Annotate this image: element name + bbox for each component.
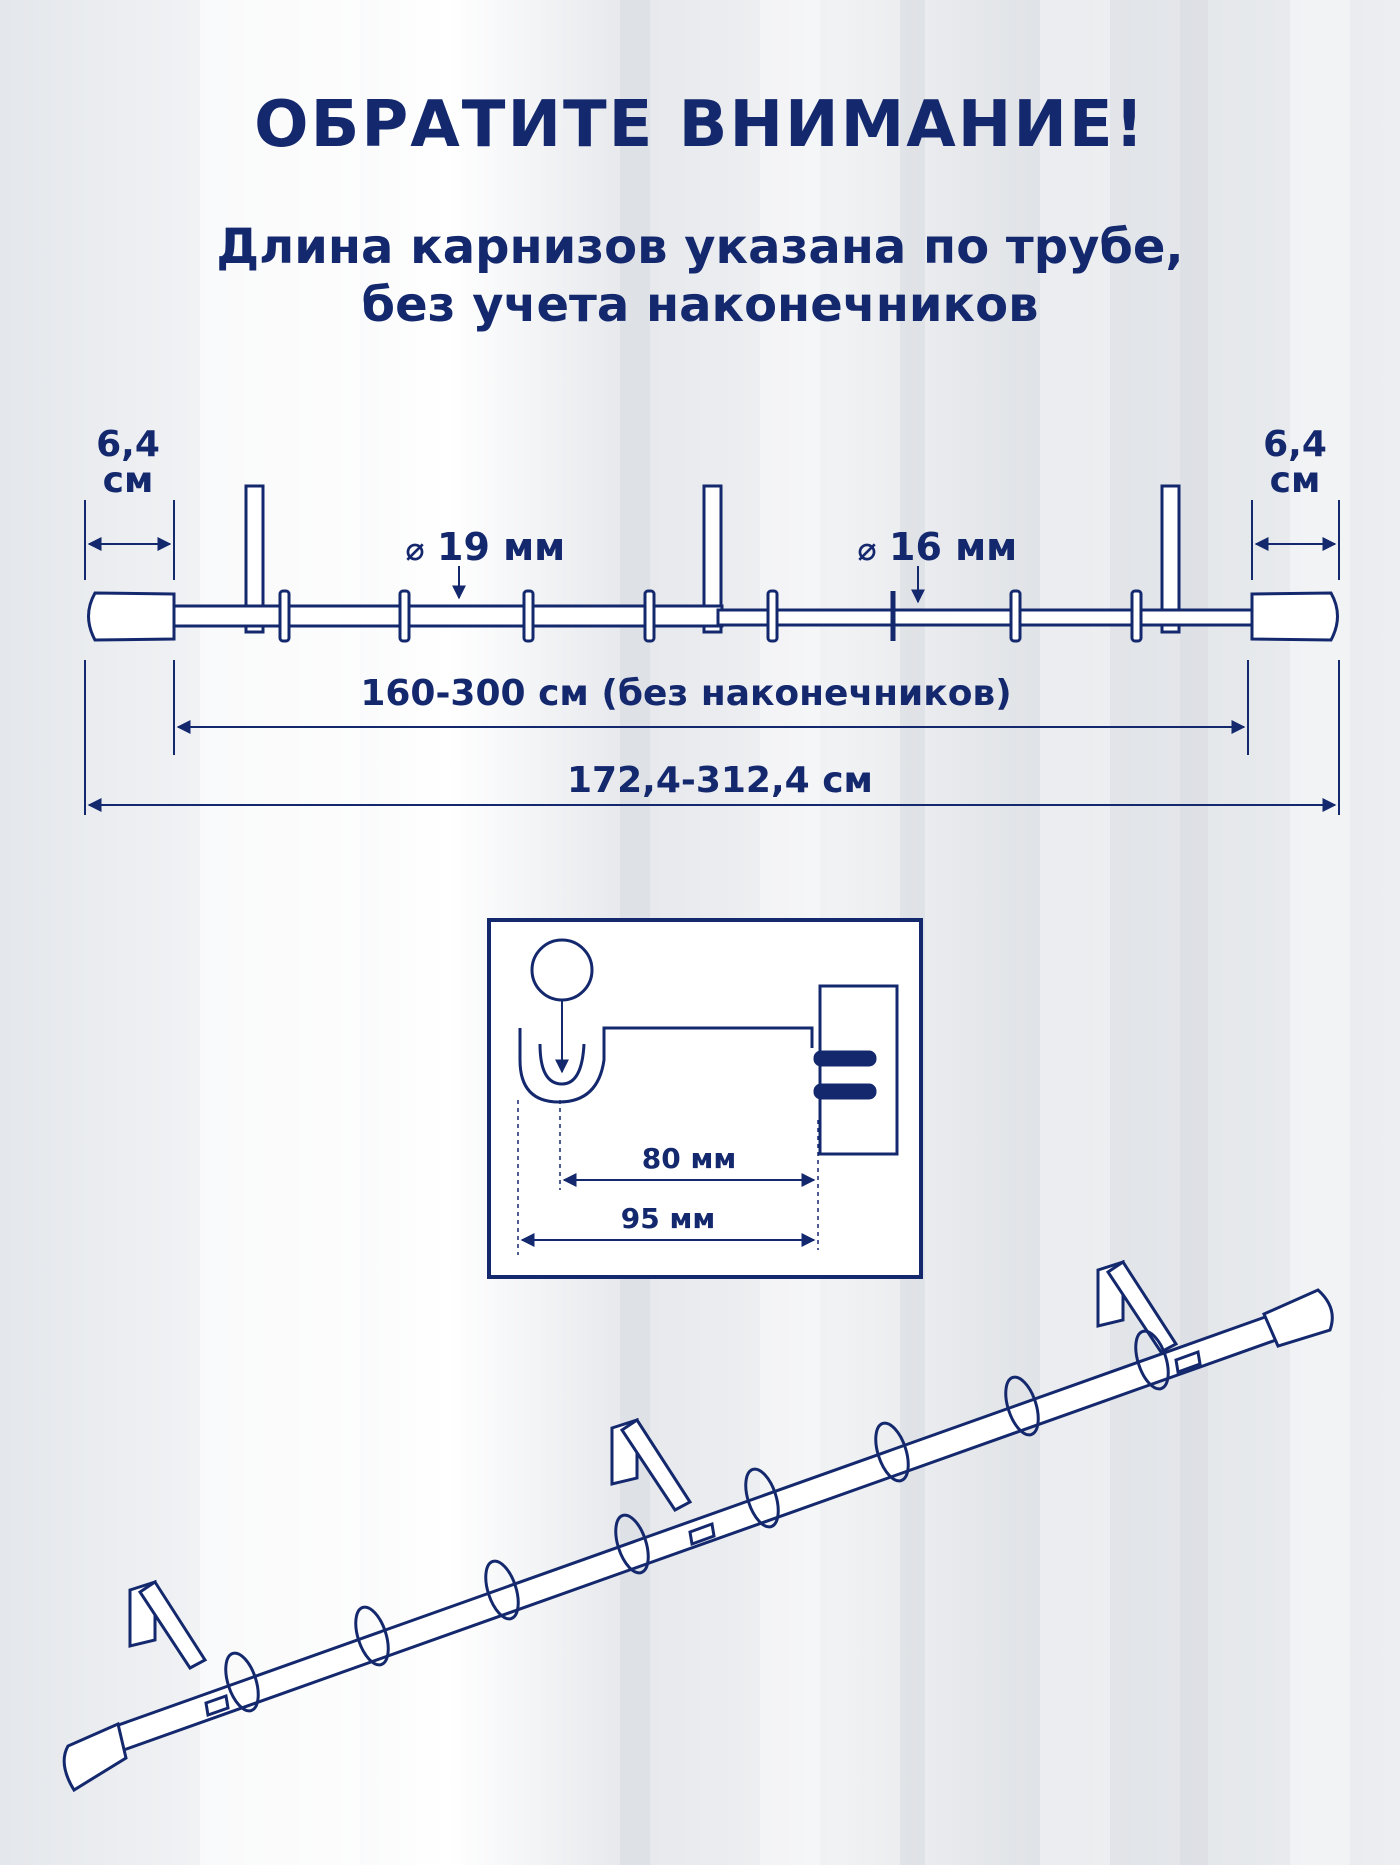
subtitle-line-2: без учета наконечников <box>361 277 1039 333</box>
finial-left-unit: см <box>102 460 154 501</box>
diameter-left-icon: ⌀ <box>405 530 425 568</box>
finial-right-icon <box>1252 593 1338 640</box>
finial-left-value: 6,4 <box>96 424 160 465</box>
screw-slot-1 <box>815 1052 875 1065</box>
inner-distance-label: 80 мм <box>641 1142 737 1175</box>
finial-left-icon <box>89 593 175 640</box>
rod-length-label: 160-300 см (без наконечников) <box>360 673 1012 714</box>
rod-section-circle <box>532 940 592 1000</box>
subtitle-line-1: Длина карнизов указана по трубе, <box>216 219 1184 275</box>
diameter-left-label: 19 мм <box>437 525 566 569</box>
straight-rod <box>89 486 1338 641</box>
perspective-rod <box>64 1262 1332 1790</box>
wall-plate <box>820 986 897 1154</box>
finial-right-value: 6,4 <box>1263 424 1327 465</box>
page-title: ОБРАТИТЕ ВНИМАНИЕ! <box>254 88 1146 162</box>
screw-slot-2 <box>815 1085 875 1098</box>
perspective-finial-left-icon <box>64 1724 126 1790</box>
rod-tube-right <box>718 610 1252 625</box>
diameter-right-label: 16 мм <box>889 525 1018 569</box>
rod-tube-left <box>174 606 722 626</box>
total-length-label: 172,4-312,4 см <box>567 760 873 801</box>
perspective-bracket-center <box>612 1420 690 1510</box>
diameter-right-icon: ⌀ <box>857 530 877 568</box>
finial-right-unit: см <box>1269 460 1321 501</box>
outer-distance-label: 95 мм <box>620 1202 716 1235</box>
perspective-bracket-left <box>130 1582 205 1668</box>
perspective-finial-right-icon <box>1264 1290 1332 1346</box>
